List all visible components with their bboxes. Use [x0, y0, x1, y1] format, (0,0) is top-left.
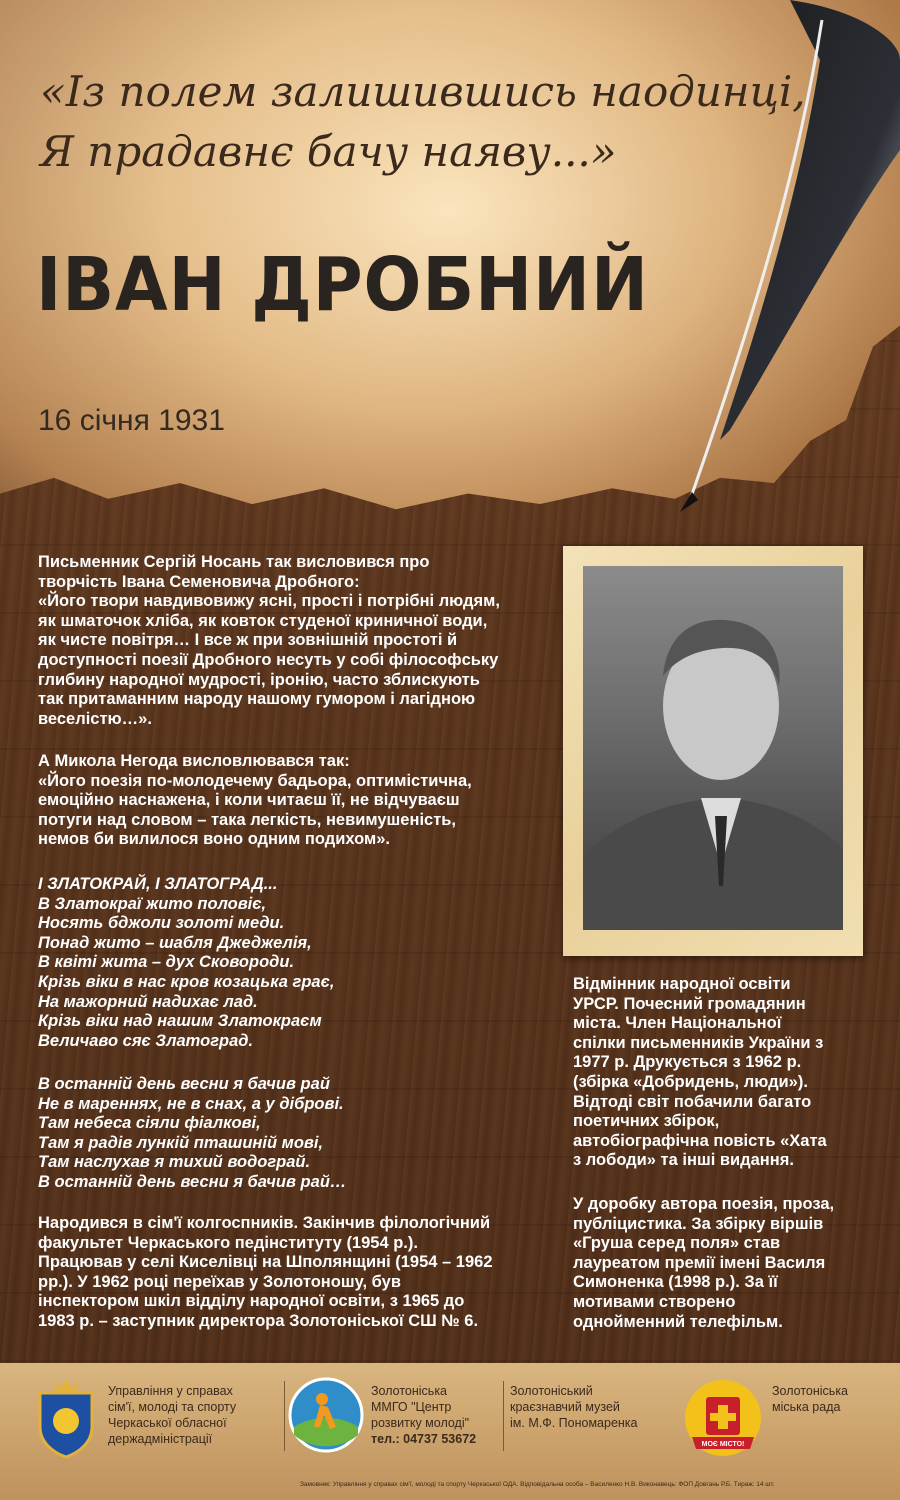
org-line: держадміністрації — [108, 1432, 213, 1446]
text-line: Письменник Сергій Носань так висловився про — [38, 553, 430, 571]
text-line: однойменний телефільм. — [573, 1312, 783, 1331]
text-line: мотивами створено — [573, 1292, 736, 1311]
poem-line: В квіті жита – дух Сковороди. — [38, 953, 295, 972]
text-line: публіцистика. За збірку віршів — [573, 1214, 824, 1233]
epigraph-quote — [40, 62, 840, 182]
text-line: рр.). У 1962 році переїхав у Золотоношу, був — [38, 1272, 401, 1291]
text-line: «Його твори навдивовижу ясні, прості і потрібні людям, — [38, 592, 500, 611]
portrait-photo — [583, 566, 843, 930]
text-line: У доробку автора поезія, проза, — [573, 1195, 835, 1213]
text-line: А Микола Негода висловлювався так: — [38, 752, 350, 770]
poem-line: І ЗЛАТОКРАЙ, І ЗЛАТОГРАД... — [38, 875, 278, 893]
org-line: Управління у справах — [108, 1384, 233, 1398]
youth-center-logo-icon — [286, 1375, 366, 1455]
poem-line: Не в мареннях, не в снах, а у діброві. — [38, 1094, 344, 1113]
org-youth-department — [108, 1383, 278, 1447]
text-line: 1977 р. Друкується з 1962 р. — [573, 1053, 802, 1072]
text-line: УРСР. Почесний громадянин — [573, 994, 806, 1013]
poem-line: В Златокраї жито половіє, — [38, 894, 267, 913]
text-line: як шматочок хліба, як ковток студеної криничної води, — [38, 611, 488, 630]
poem-line: В останній день весни я бачив рай — [38, 1075, 330, 1093]
org-line: Золотоніська — [371, 1384, 448, 1398]
city-logo-text: МОЄ МІСТО! — [701, 1441, 745, 1448]
text-line: міста. Член Національної — [573, 1014, 782, 1033]
quote-line-2: Я прадавнє бачу наяву...» — [40, 127, 617, 176]
cherkasy-coat-of-arms-icon — [32, 1375, 100, 1459]
text-line: немов би вилилося воно одним подихом». — [38, 830, 390, 849]
poem-zlatokrai — [38, 875, 558, 1051]
poem-line: Крізь віки над нашим Златокраєм — [38, 1012, 322, 1031]
text-line: Відмінник народної освіти — [573, 975, 791, 993]
poem-line: Носять бджоли золоті меди. — [38, 914, 285, 933]
org-local-history-museum — [510, 1383, 670, 1431]
text-line: «Груша серед поля» став — [573, 1234, 781, 1253]
text-line: творчість Івана Семеновича Дробного: — [38, 572, 360, 591]
portrait-silhouette-icon — [583, 566, 843, 930]
org-line: міська рада — [772, 1400, 841, 1414]
text-line: 1983 р. – заступник директора Золотоніської СШ № 6. — [38, 1311, 479, 1330]
divider — [503, 1381, 504, 1451]
text-line: веселістю…». — [38, 709, 152, 728]
text-line: факультет Черкаського педінституту (1954 р.). — [38, 1233, 418, 1252]
text-line: спілки письменників України з — [573, 1033, 824, 1052]
text-line: як чисте повітря… І все ж при зовнішній простоті й — [38, 631, 458, 650]
org-line: розвитку молоді" — [371, 1416, 470, 1430]
text-line: так притаманним народу нашому гумором і лагідною — [38, 690, 476, 709]
honors-block — [573, 975, 873, 1171]
text-line: інспектором шкіл відділу народної освіти, з 1965 до — [38, 1292, 465, 1311]
quote-nehoda-block — [38, 752, 558, 850]
org-line: Черкаської обласної — [108, 1416, 227, 1430]
quote-line-1: «Із полем залишившись наодинці, — [40, 67, 806, 116]
org-youth-center — [371, 1383, 501, 1447]
org-line: Золотоніський — [510, 1384, 593, 1398]
poem-line: Там небеса сіяли фіалкові, — [38, 1114, 261, 1133]
text-line: (збірка «Добридень, люди»). — [573, 1072, 808, 1091]
poem-line: На мажорний надихає лад. — [38, 992, 258, 1011]
birth-date: 16 січня 1931 — [38, 404, 225, 437]
text-line: поетичних збірок, — [573, 1112, 720, 1131]
text-line: Народився в сім'ї колгоспників. Закінчив філологічний — [38, 1214, 491, 1232]
colophon: Замовник: Управління у справах сім'ї, молоді та спорту Черкаської ОДА. Відповідальна особа – Василенко Н.В. Виконавець: ФОП Довгань Р.Б. Тираж: 14 шт. — [300, 1481, 775, 1488]
poem-line: Величаво сяє Златоград. — [38, 1031, 254, 1050]
poem-line: Там наслухав я тихий водограй. — [38, 1153, 311, 1172]
poem-line: Понад жито – шабля Джеджелія, — [38, 933, 312, 952]
org-city-council — [772, 1383, 892, 1415]
text-line: доступності поезії Дробного несуть у собі філософську — [38, 650, 499, 669]
text-line: глибину народної мудрості, іронію, часто зблискують — [38, 670, 480, 689]
poem-line: Крізь віки в нас кров козацька грає, — [38, 972, 335, 991]
portrait-frame — [563, 546, 863, 956]
poem-line: Там я радів лункій пташиній мові, — [38, 1133, 324, 1152]
text-line: потуги над словом – така легкість, невимушеність, — [38, 810, 457, 829]
poem-last-day-of-spring — [38, 1075, 558, 1193]
org-line: ім. М.Ф. Пономаренка — [510, 1416, 638, 1430]
text-line: з лободи» та інші видання. — [573, 1151, 794, 1170]
footer-partners — [0, 1363, 900, 1500]
org-phone: тел.: 04737 53672 — [371, 1432, 477, 1446]
works-block — [573, 1195, 873, 1332]
city-council-logo-icon — [680, 1375, 766, 1461]
org-line: ММГО "Центр — [371, 1400, 452, 1414]
text-line: Симоненка (1998 р.). За її — [573, 1273, 778, 1292]
text-line: Відтоді світ побачили багато — [573, 1092, 812, 1111]
divider — [284, 1381, 285, 1451]
org-line: краєзнавчий музей — [510, 1400, 620, 1414]
text-line: лауреатом премії імені Василя — [573, 1253, 826, 1272]
text-line: «Його поезія по-молодечему бадьора, оптимістична, — [38, 771, 472, 790]
text-line: автобіографічна повість «Хата — [573, 1131, 827, 1150]
page-title: ІВАН ДРОБНИЙ — [36, 242, 649, 328]
text-line: Працював у селі Киселівці на Шполянщині (1954 – 1962 — [38, 1253, 493, 1272]
biography-block — [38, 1214, 568, 1332]
quote-nosan-block — [38, 553, 558, 729]
text-line: емоційно наснажена, і коли читаєш її, не відчуваєш — [38, 791, 460, 810]
poem-line: В останній день весни я бачив рай… — [38, 1172, 347, 1191]
org-line: Золотоніська — [772, 1384, 849, 1398]
org-line: сім'ї, молоді та спорту — [108, 1400, 237, 1414]
